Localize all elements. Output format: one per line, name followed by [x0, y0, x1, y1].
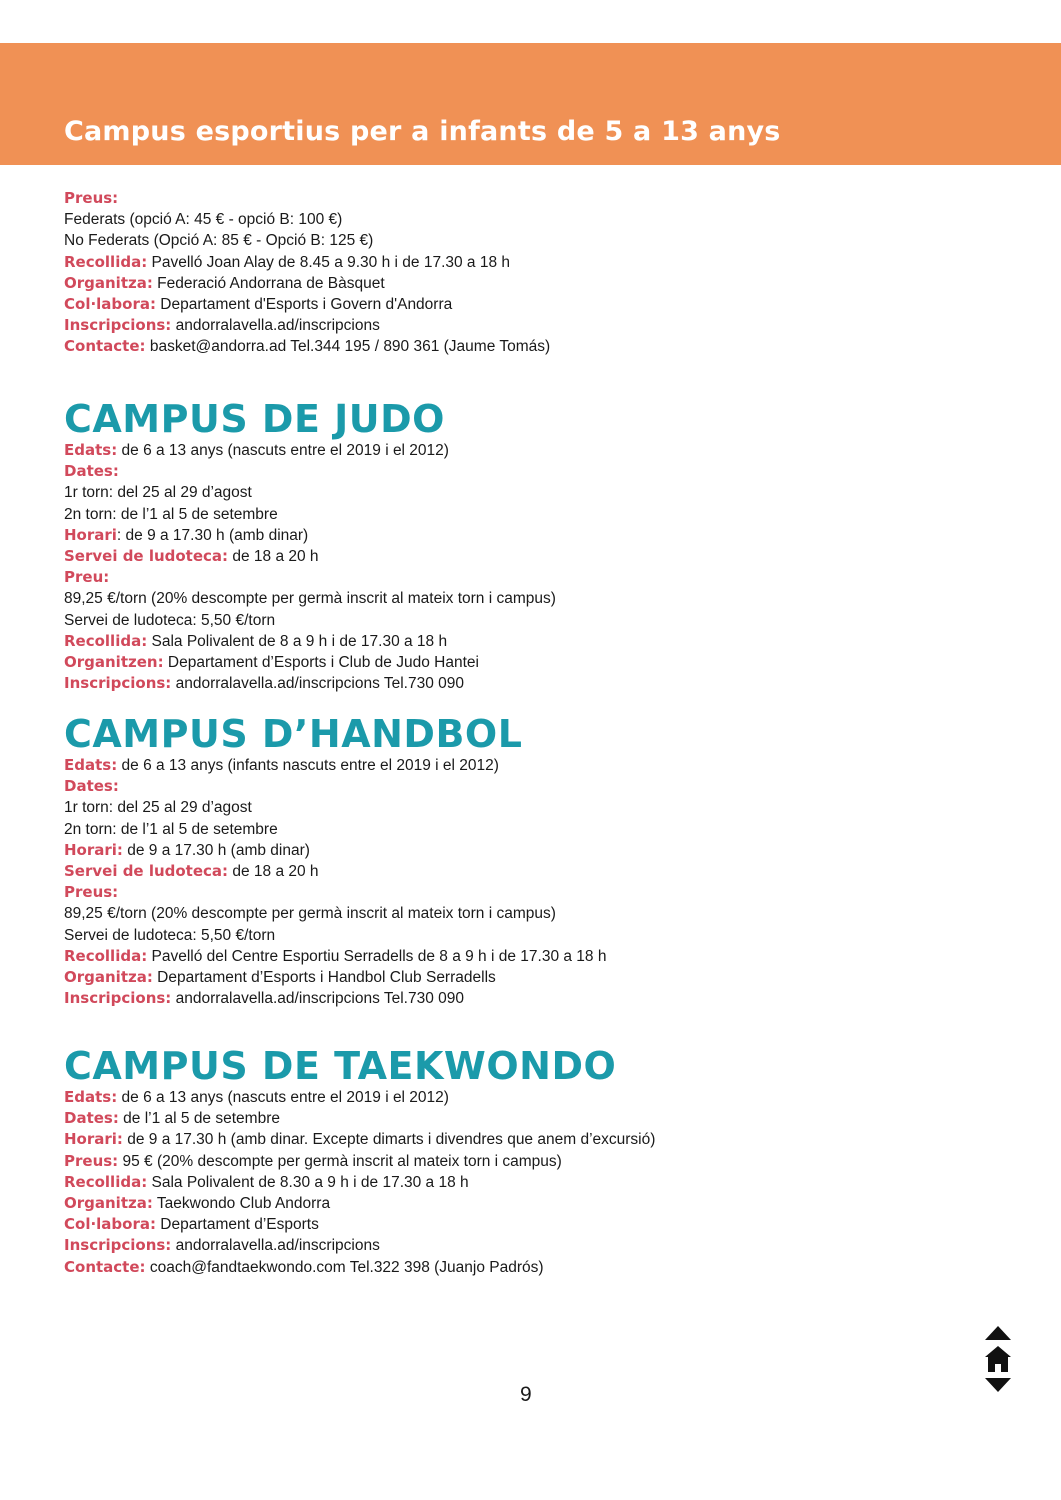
section-taekwondo — [64, 1045, 964, 1278]
info-line: Dates: — [64, 777, 119, 796]
info-line: Preu: — [64, 568, 110, 587]
info-line: Horari: de 9 a 17.30 h (amb dinar) — [64, 525, 309, 544]
info-line: Organitza: Departament d’Esports i Handbol Club Serradells — [64, 967, 496, 986]
info-line: Dates: — [64, 462, 119, 481]
info-line: Recollida: Pavelló Joan Alay de 8.45 a 9.30 h i de 17.30 a 18 h — [64, 252, 511, 271]
info-line: 89,25 €/torn (20% descompte per germà inscrit al mateix torn i campus) — [64, 590, 556, 608]
section-title: CAMPUS DE JUDO — [64, 397, 445, 441]
info-line: Preus: 95 € (20% descompte per germà inscrit al mateix torn i campus) — [64, 1151, 562, 1170]
info-line: Col·labora: Departament d'Esports i Govern d'Andorra — [64, 294, 453, 313]
page-navigation — [983, 1325, 1013, 1393]
info-line: Inscripcions: andorralavella.ad/inscripcions — [64, 316, 380, 335]
info-line: 2n torn: de l’1 al 5 de setembre — [64, 820, 278, 838]
info-line: Edats: de 6 a 13 anys (nascuts entre el 2019 i el 2012) — [64, 441, 449, 459]
home-icon[interactable] — [983, 1344, 1013, 1374]
info-line: Inscripcions: andorralavella.ad/inscripcions Tel.730 090 — [64, 674, 464, 693]
info-line: Contacte: coach@fandtaekwondo.com Tel.322 398 (Juanjo Padrós) — [64, 1257, 544, 1276]
info-line: Servei de ludoteca: de 18 a 20 h — [64, 861, 319, 880]
section-title: CAMPUS DE TAEKWONDO — [64, 1044, 617, 1088]
info-line: Recollida: Pavelló del Centre Esportiu Serradells de 8 a 9 h i de 17.30 a 18 h — [64, 946, 607, 965]
info-line: Servei de ludoteca: de 18 a 20 h — [64, 546, 319, 565]
section-handbol — [64, 713, 964, 1009]
info-line: Organitza: Taekwondo Club Andorra — [64, 1193, 331, 1212]
section-title: CAMPUS D’HANDBOL — [64, 712, 523, 756]
info-line: Servei de ludoteca: 5,50 €/torn — [64, 611, 276, 629]
page-title: Campus esportius per a infants de 5 a 13 anys — [64, 116, 781, 147]
info-line: Dates: de l’1 al 5 de setembre — [64, 1109, 280, 1128]
info-line: Horari: de 9 a 17.30 h (amb dinar. Excepte dimarts i divendres que anem d’excursió) — [64, 1130, 656, 1149]
info-line: Recollida: Sala Polivalent de 8 a 9 h i de 17.30 a 18 h — [64, 631, 448, 650]
info-line: 1r torn: del 25 al 29 d’agost — [64, 799, 252, 817]
info-line: Preus: — [64, 189, 119, 207]
info-line: Recollida: Sala Polivalent de 8.30 a 9 h i de 17.30 a 18 h — [64, 1172, 469, 1191]
info-line: Inscripcions: andorralavella.ad/inscripcions Tel.730 090 — [64, 989, 464, 1008]
info-line: Organitza: Federació Andorrana de Bàsquet — [64, 273, 385, 292]
info-line: 1r torn: del 25 al 29 d’agost — [64, 484, 252, 502]
section-judo — [64, 398, 964, 694]
info-line: No Federats (Opció A: 85 € - Opció B: 125 €) — [64, 232, 374, 250]
info-line: Inscripcions: andorralavella.ad/inscripcions — [64, 1236, 380, 1255]
info-line: Col·labora: Departament d’Esports — [64, 1215, 319, 1234]
info-line: Edats: de 6 a 13 anys (nascuts entre el 2019 i el 2012) — [64, 1088, 449, 1106]
info-line: 89,25 €/torn (20% descompte per germà inscrit al mateix torn i campus) — [64, 905, 556, 923]
info-line: Edats: de 6 a 13 anys (infants nascuts entre el 2019 i el 2012) — [64, 756, 499, 774]
info-line: Horari: de 9 a 17.30 h (amb dinar) — [64, 840, 310, 859]
page-number: 9 — [520, 1383, 532, 1406]
info-line: Contacte: basket@andorra.ad Tel.344 195 / 890 361 (Jaume Tomás) — [64, 337, 551, 356]
triangle-up-icon[interactable] — [983, 1325, 1013, 1341]
triangle-down-icon[interactable] — [983, 1377, 1013, 1393]
info-line: 2n torn: de l’1 al 5 de setembre — [64, 505, 278, 523]
info-line: Preus: — [64, 883, 119, 902]
info-line: Servei de ludoteca: 5,50 €/torn — [64, 926, 276, 944]
intro-block — [64, 188, 964, 358]
info-line: Organitzen: Departament d’Esports i Club de Judo Hantei — [64, 652, 479, 671]
info-line: Federats (opció A: 45 € - opció B: 100 €) — [64, 211, 343, 229]
